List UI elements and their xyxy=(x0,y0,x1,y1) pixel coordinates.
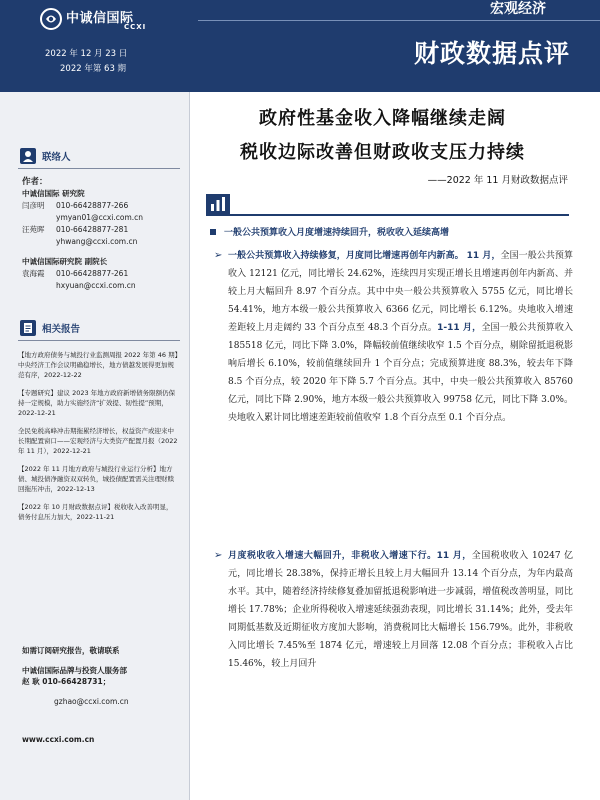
main-content xyxy=(190,92,600,800)
subscribe-text: 如需订阅研究报告，敬请联系 xyxy=(22,646,120,655)
related-report-item[interactable] xyxy=(18,350,178,380)
subscribe-email[interactable]: gzhao@ccxi.com.cn xyxy=(54,697,129,706)
contact-name: 袁海霞 xyxy=(22,269,45,278)
related-title: 相关报告 xyxy=(42,324,81,335)
report-type-title: 财政数据点评 xyxy=(413,39,570,68)
header-divider xyxy=(198,20,600,21)
section-heading xyxy=(210,225,449,238)
paragraph-revenue xyxy=(214,247,574,427)
related-report-item[interactable] xyxy=(18,464,178,494)
related-report-date: 2022-12-21 xyxy=(53,447,91,455)
paragraph-lead: 月度税收收入增速大幅回升，非税收入增速下行。 xyxy=(228,551,437,561)
header-left-band xyxy=(0,0,190,92)
related-report-text: 【专题研究】建议 2023 年地方政府新增债务限额仍保持一定规模，助力实施经济“扩效提、韧性提”预期， xyxy=(18,389,176,407)
related-report-date: 2022-11-21 xyxy=(76,513,115,521)
report-issue: 2022 年第 63 期 xyxy=(60,64,127,74)
report-date: 2022 年 12 月 23 日 xyxy=(45,49,128,59)
contacts-block xyxy=(22,176,182,292)
related-report-date: 2022-12-22 xyxy=(44,371,82,379)
ytd-label: 1-11 月， xyxy=(437,323,482,333)
contact-row xyxy=(22,200,182,212)
month-label: 11 月， xyxy=(436,551,472,561)
section-rule xyxy=(206,214,569,216)
section-heading-text: 一般公共预算收入月度增速持续回升，税收收入延续高增 xyxy=(224,228,450,238)
contact-phone: 010-66428877-281 xyxy=(56,225,129,234)
org-research: 中诚信国际 研究院 xyxy=(22,189,85,198)
related-report-text: 【地方政府债务与城投行业监测周报 2022 年第 46 期】中央经济工作会议明确稳增长，地方债越发展得更加规范有序， xyxy=(18,351,178,379)
paragraph-lead: 一般公共预算收入持续修复，月度同比增速再创年内新高。 xyxy=(228,251,464,261)
contact-email[interactable]: ymyan01@ccxi.com.cn xyxy=(56,213,144,222)
logo-text-en: CCXI xyxy=(124,23,147,31)
author-label: 作者： xyxy=(22,177,48,187)
related-rule xyxy=(18,340,180,341)
contacts-heading xyxy=(20,148,71,164)
paragraph-body: 全国税收收入 10247 亿元，同比增长 28.38%，保持正增长且较上月大幅回升 13.14 个百分点，为年内最高水平。其中，随着经济持续修复叠加留抵退税影响进一步减弱，增值税改善明显，同比增长 17.78%；企业所得税收入增速延续强劲表现，同比增长 31.14%；此外，受去年同期低基数及近期征收方度加大影响，消费税同比大幅增长 156.79%。此外，非税收入同比增长 7.45%至 1874 亿元，增速较上月回落 12.08 个百分点；非税收入占比 15.46%，较上月回升 xyxy=(228,551,573,669)
company-logo xyxy=(40,6,160,36)
contacts-rule xyxy=(18,168,180,169)
related-report-item[interactable] xyxy=(18,426,178,456)
square-bullet-icon xyxy=(210,229,216,235)
related-report-item[interactable] xyxy=(18,388,178,418)
contacts-title: 联络人 xyxy=(42,152,71,163)
website-link[interactable]: www.ccxi.com.cn xyxy=(22,735,95,744)
contact-email[interactable]: yhwang@ccxi.com.cn xyxy=(56,237,138,246)
subtitle: ——2022 年 11 月财政数据点评 xyxy=(427,175,568,186)
document-icon xyxy=(20,320,36,336)
series-tag: 宏观经济 xyxy=(464,0,572,18)
contact-phone: 010-66428877-261 xyxy=(56,269,129,278)
logo-text-cn: 中诚信国际 xyxy=(66,11,134,26)
title-line-2: 税收边际改善但财政收支压力持续 xyxy=(240,142,525,163)
arrow-bullet-icon: ➢ xyxy=(214,550,223,561)
related-report-text: 【2022 年 10 月财政数据点评】税收收入改善明显，债务付息压力加大， xyxy=(18,503,173,521)
service-dept: 中诚信国际品牌与投资人服务部 xyxy=(22,666,127,675)
month-label: 11 月， xyxy=(466,251,501,261)
related-report-date: 2022-12-21 xyxy=(18,409,56,417)
bar-chart-icon xyxy=(206,194,230,214)
paragraph-body: 全国一般公共预算收入 12121 亿元，同比增长 24.62%，连续四月实现正增长且增速再创年内新高、并较上月大幅回升 8.97 个百分点。其中中央一般公共预算收入 5755 亿元，同比增长 54.41%，地方本级一般公共预算收入 6366 亿元，同比增长 6.12%。央地收入增速差距较上月走阔约 33 个百分点至 48.3 个百分点。 xyxy=(228,251,573,333)
related-report-text: 【2022 年 11 月地方政府与城投行业运行分析】地方债、城投债净融资双双转负，城投债配置需关注理财赎回拖压冲击， xyxy=(18,465,174,493)
contact-name: 闫彦明 xyxy=(22,201,45,210)
contact-email[interactable]: hxyuan@ccxi.com.cn xyxy=(56,281,136,290)
contact-phone: 010-66428877-266 xyxy=(56,201,129,210)
subscribe-contact: 赵 耿 010-66428731； xyxy=(22,677,111,686)
related-report-text: 全民免税高峰冲击期拖累经济增长，权益资产或迎来中长期配置窗口——宏观经济与大类资产配置月报（2022 年 11 月）， xyxy=(18,427,178,455)
contact-name: 汪苑晖 xyxy=(22,225,45,234)
related-reports-list xyxy=(18,350,178,530)
arrow-bullet-icon: ➢ xyxy=(214,250,223,261)
related-report-date: 2022-12-13 xyxy=(57,485,95,493)
subscribe-info xyxy=(22,645,182,707)
related-report-item[interactable] xyxy=(18,502,178,522)
title-line-1: 政府性基金收入降幅继续走阔 xyxy=(259,108,506,129)
report-header xyxy=(0,0,600,92)
logo-mark-icon xyxy=(40,8,62,30)
contact-row xyxy=(22,224,182,236)
paragraph-tax xyxy=(214,547,573,673)
person-icon xyxy=(20,148,36,164)
related-heading xyxy=(20,320,80,336)
paragraph-body: 全国一般公共预算收入 185518 亿元，同比下降 3.0%，降幅较前值继续收窄 1.5 个百分点，剔除留抵退税影响后增长 6.10%，较前值继续回升 1 个百分点；完成预算进度 88.3%，较去年下降 8.5 个百分点，较 2020 年下降 5.7 个百分点。其中，中央一般公共预算收入 85760 亿元，同比下降 2.90%，地方本级一般公共预算收入 99758 亿元，同比下降 3.0%。央地收入累计同比增速差距较前值收窄 1.8 个百分点至 0.1 个百分点。 xyxy=(228,323,574,423)
contact-row xyxy=(22,268,182,280)
org-vice-president: 中诚信国际研究院 副院长 xyxy=(22,257,108,266)
